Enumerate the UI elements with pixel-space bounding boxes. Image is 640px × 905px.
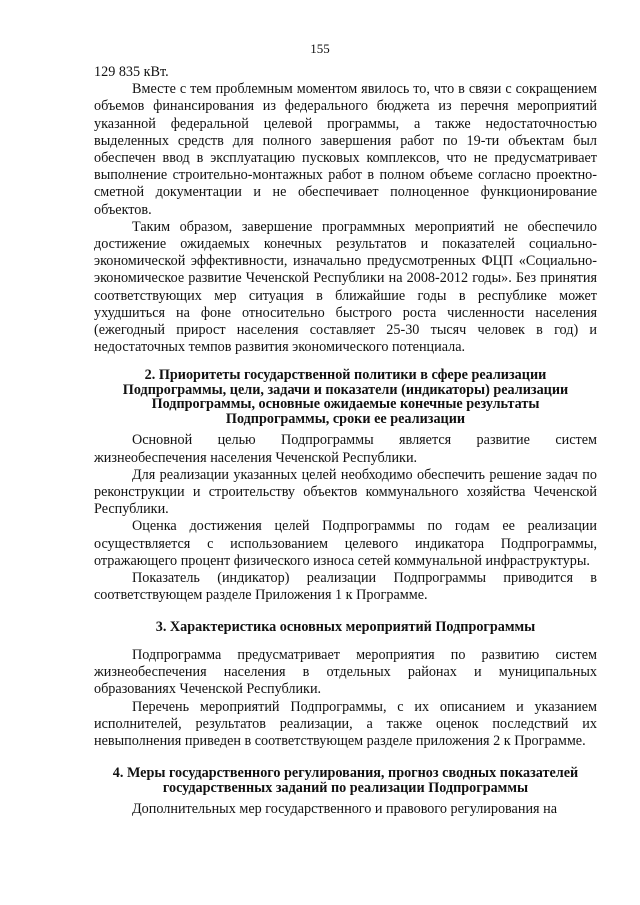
paragraph: Таким образом, завершение программных мероприятий не обеспечило достижение ожидаемых конечных результатов и показателей социально-экономической эффективности, изначально предусмотренных ФЦП «Социально-экономическое развитие Чеченской Республики на 2008-2012 годы». Без принятия соответствующих мер ситуация в ближайшие годы в республике может ухудшиться на фоне относительно быстрого роста численности населения (ежегодный прирост населения составляет 25-30 тысяч человек в год) и недостаточных темпов развития экономического потенциала. xyxy=(94,218,597,356)
page-body xyxy=(94,64,597,818)
paragraph: Вместе с тем проблемным моментом явилось то, что в связи с сокращением объемов финансирования из федерального бюджета из перечня мероприятий указанной федеральной целевой программы, а также недостаточностью выделенных средств для полного завершения работ по 19-ти объектам был обеспечен ввод в эксплуатацию пусковых комплексов, что не предусматривает выполнение строительно-монтажных работ в полном объеме согласно проектно-сметной документации и не обеспечивает полноценное функционирование объектов. xyxy=(94,81,597,218)
paragraph: Для реализации указанных целей необходимо обеспечить решение задач по реконструкции и строительству объектов коммунального хозяйства Чеченской Республики. xyxy=(94,466,597,518)
section-heading-3: 3. Характеристика основных мероприятий Подпрограммы xyxy=(155,619,536,636)
page-number: 155 xyxy=(310,41,330,56)
paragraph: 129 835 кВт. xyxy=(94,64,169,80)
heading-line: Подпрограммы, цели, задачи и показатели (индикаторы) реализации xyxy=(122,381,569,398)
paragraph: Основной целью Подпрограммы является развитие систем жизнеобеспечения населения Чеченской Республики. xyxy=(94,432,597,466)
heading-line: 2. Приоритеты государственной политики в сфере реализации xyxy=(144,367,547,384)
paragraph: Оценка достижения целей Подпрограммы по годам ее реализации осуществляется с использованием целевого индикатора Подпрограммы, отражающего процент физического износа сетей коммунальной инфраструктуры. xyxy=(94,518,597,569)
section-heading-4 xyxy=(94,766,597,795)
heading-line: Подпрограммы, основные ожидаемые конечные результаты xyxy=(151,396,540,413)
heading-line: 4. Меры государственного регулирования, прогноз сводных показателей xyxy=(112,765,579,782)
heading-line: государственных заданий по реализации Подпрограммы xyxy=(162,779,529,796)
paragraph: Подпрограмма предусматривает мероприятия по развитию систем жизнеобеспечения населения в отдельных районах и муниципальных образованиях Чеченской Республики. xyxy=(94,646,597,698)
section-heading-2 xyxy=(94,368,597,426)
paragraph: Дополнительных мер государственного и правового регулирования на xyxy=(132,801,558,818)
paragraph: Перечень мероприятий Подпрограммы, с их описанием и указанием исполнителей, результатов реализации, а также оценок последствий их невыполнения приведен в соответствующем разделе приложения 2 к Программе. xyxy=(94,698,597,749)
paragraph: Показатель (индикатор) реализации Подпрограммы приводится в соответствующем разделе Приложения 1 к Программе. xyxy=(94,570,597,604)
heading-line: Подпрограммы, сроки ее реализации xyxy=(225,410,466,427)
